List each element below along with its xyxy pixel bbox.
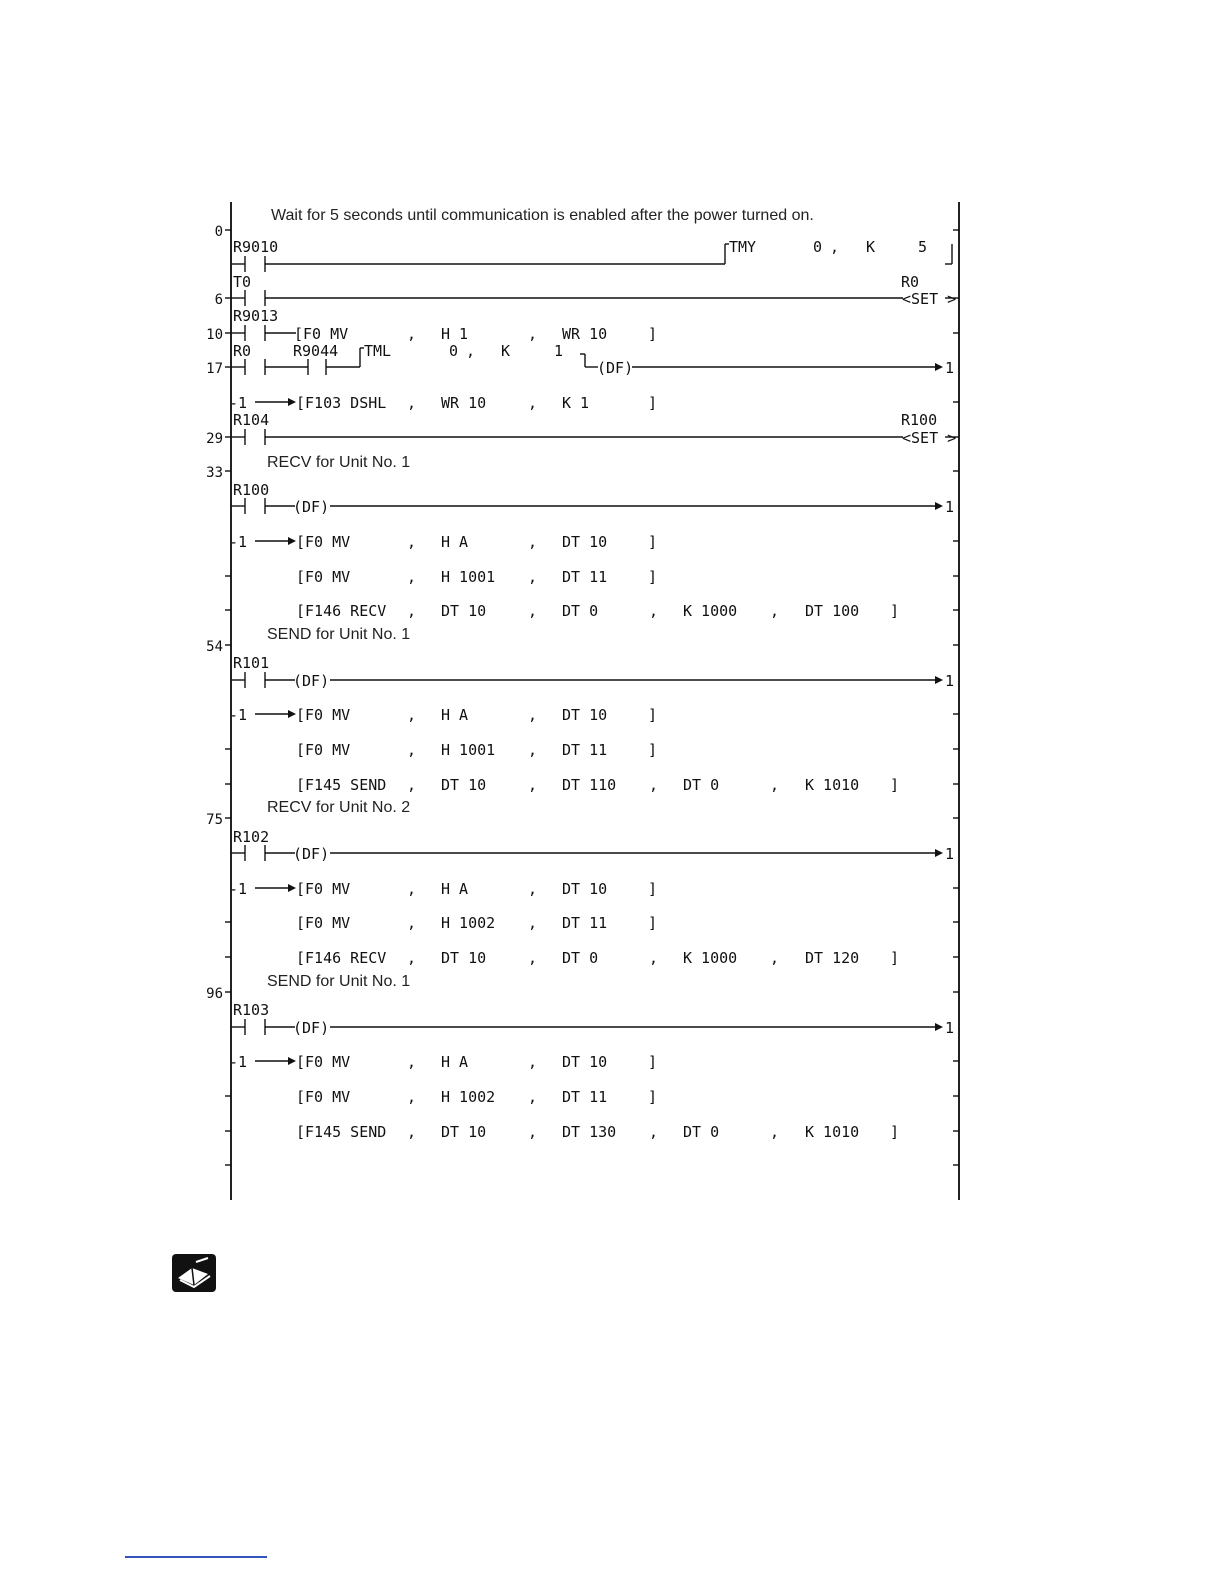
- arrow-icon: [935, 1023, 943, 1031]
- separator: ,: [528, 602, 538, 620]
- step-number: 0: [214, 224, 223, 240]
- contact-label: R104: [233, 411, 270, 429]
- separator: ,: [528, 1053, 538, 1071]
- operand: H A: [441, 880, 469, 898]
- continuation-label: -1: [229, 533, 248, 551]
- operand: H 1001: [441, 741, 496, 759]
- timer-value: 5: [918, 238, 928, 256]
- timer-number: 0: [813, 238, 823, 256]
- operand: DT 10: [562, 706, 608, 724]
- continuation-label: 1: [945, 1019, 955, 1037]
- rail-ticks: [225, 230, 959, 1165]
- timer-value: 1: [554, 342, 564, 360]
- operand: DT 10: [562, 880, 608, 898]
- separator: ,: [649, 776, 659, 794]
- contact-symbol: [231, 325, 296, 341]
- separator: ,: [649, 1123, 659, 1141]
- contact-symbol: [231, 672, 935, 688]
- df-instruction: (DF): [293, 845, 330, 863]
- operand: H 1001: [441, 568, 496, 586]
- separator: ,: [407, 706, 417, 724]
- step-number: 17: [206, 361, 223, 377]
- operand: DT 0: [562, 949, 599, 967]
- instruction: [F0 MV: [296, 741, 351, 759]
- contact-label: R9010: [233, 238, 279, 256]
- contact-label: R0: [233, 342, 252, 360]
- df-instruction: (DF): [293, 1019, 330, 1037]
- separator: ,: [770, 949, 780, 967]
- separator: ,: [528, 880, 538, 898]
- rung-comment: SEND for Unit No. 1: [267, 626, 411, 643]
- timer-instruction: TML: [364, 342, 392, 360]
- operand: DT 120: [805, 949, 860, 967]
- instruction: [F0 MV: [296, 568, 351, 586]
- step-number: 54: [206, 639, 223, 655]
- operand: DT 0: [683, 776, 720, 794]
- operand: K 1000: [683, 949, 738, 967]
- step-number: 75: [206, 812, 223, 828]
- contact-symbol: [231, 290, 959, 306]
- continuation-label: 1: [945, 498, 955, 516]
- contact-label: R100: [233, 481, 270, 499]
- separator: ,: [407, 949, 417, 967]
- continuation-label: -1: [229, 1053, 248, 1071]
- separator: ,: [466, 342, 476, 360]
- instruction: [F0 MV: [296, 1053, 351, 1071]
- arrow-icon: [288, 710, 296, 718]
- df-instruction: (DF): [293, 672, 330, 690]
- coil-label: R100: [901, 411, 938, 429]
- operand: DT 10: [441, 1123, 487, 1141]
- operand: K 1010: [805, 776, 860, 794]
- arrow-icon: [935, 676, 943, 684]
- continuation-label: 1: [945, 359, 955, 377]
- bracket: ]: [648, 394, 658, 412]
- operand: DT 100: [805, 602, 860, 620]
- operand: DT 10: [441, 776, 487, 794]
- instruction: [F146 RECV: [296, 602, 387, 620]
- operand: H A: [441, 1053, 469, 1071]
- bracket: ]: [890, 1123, 900, 1141]
- separator: ,: [407, 1053, 417, 1071]
- separator: ,: [830, 238, 840, 256]
- separator: ,: [407, 880, 417, 898]
- operand: DT 0: [562, 602, 599, 620]
- separator: ,: [407, 533, 417, 551]
- separator: ,: [528, 325, 538, 343]
- instruction: [F0 MV: [294, 325, 349, 343]
- timer-number: 0: [449, 342, 459, 360]
- operand: H A: [441, 533, 469, 551]
- contact-label: R9044: [293, 342, 339, 360]
- continuation-label: -1: [229, 880, 248, 898]
- operand: DT 11: [562, 1088, 608, 1106]
- footer-rule: [125, 1556, 267, 1558]
- rung-comment: SEND for Unit No. 1: [267, 973, 411, 990]
- arrow-icon: [288, 398, 296, 406]
- operand: DT 10: [562, 1053, 608, 1071]
- coil-label: R0: [901, 273, 920, 291]
- operand: WR 10: [562, 325, 608, 343]
- separator: ,: [649, 602, 659, 620]
- step-number: 96: [206, 986, 223, 1002]
- separator: ,: [407, 602, 417, 620]
- timer-k-label: K: [501, 342, 511, 360]
- bracket: ]: [648, 706, 658, 724]
- operand: DT 110: [562, 776, 617, 794]
- bracket: ]: [648, 568, 658, 586]
- operand: DT 10: [562, 533, 608, 551]
- instruction: [F103 DSHL: [296, 394, 387, 412]
- instruction: [F0 MV: [296, 880, 351, 898]
- separator: ,: [770, 602, 780, 620]
- separator: ,: [407, 1088, 417, 1106]
- step-number: 6: [214, 292, 223, 308]
- continuation-label: 1: [945, 845, 955, 863]
- separator: ,: [528, 949, 538, 967]
- separator: ,: [528, 1088, 538, 1106]
- instruction: [F145 SEND: [296, 1123, 387, 1141]
- separator: ,: [528, 776, 538, 794]
- contact-label: R103: [233, 1001, 270, 1019]
- bracket: ]: [648, 1053, 658, 1071]
- operand: DT 130: [562, 1123, 617, 1141]
- operand: DT 10: [441, 949, 487, 967]
- operand: DT 0: [683, 1123, 720, 1141]
- separator: ,: [528, 1123, 538, 1141]
- operand: K 1000: [683, 602, 738, 620]
- instruction: [F145 SEND: [296, 776, 387, 794]
- set-coil: <SET >: [902, 290, 957, 308]
- bracket: ]: [648, 914, 658, 932]
- df-instruction: (DF): [293, 498, 330, 516]
- step-number: 10: [206, 327, 223, 343]
- timer-k-label: K: [866, 238, 876, 256]
- operand: DT 11: [562, 914, 608, 932]
- contact-label: R102: [233, 828, 270, 846]
- step-number: 29: [206, 431, 223, 447]
- set-coil: <SET >: [902, 429, 957, 447]
- rung-comment: RECV for Unit No. 2: [267, 799, 411, 816]
- timer-instruction: TMY: [729, 238, 757, 256]
- bracket: ]: [890, 776, 900, 794]
- separator: ,: [528, 706, 538, 724]
- bracket: ]: [648, 325, 658, 343]
- arrow-icon: [288, 537, 296, 545]
- contact-symbol: [231, 845, 935, 861]
- separator: ,: [528, 394, 538, 412]
- instruction: [F0 MV: [296, 1088, 351, 1106]
- separator: ,: [770, 776, 780, 794]
- contact-symbol: [231, 498, 935, 514]
- contact-symbol: [231, 429, 959, 445]
- instruction: [F0 MV: [296, 533, 351, 551]
- separator: ,: [528, 533, 538, 551]
- operand: K 1: [562, 394, 590, 412]
- instruction: [F146 RECV: [296, 949, 387, 967]
- bracket: ]: [890, 949, 900, 967]
- rung-comment: RECV for Unit No. 1: [267, 454, 411, 471]
- bracket: ]: [648, 880, 658, 898]
- contact-symbol: [231, 1019, 935, 1035]
- bracket: ]: [648, 1088, 658, 1106]
- separator: ,: [407, 394, 417, 412]
- contact-symbol: [231, 244, 952, 272]
- separator: ,: [407, 741, 417, 759]
- continuation-label: -1: [229, 706, 248, 724]
- operand: DT 10: [441, 602, 487, 620]
- arrow-icon: [935, 849, 943, 857]
- operand: H A: [441, 706, 469, 724]
- separator: ,: [407, 325, 417, 343]
- continuation-label: -1: [229, 394, 248, 412]
- operand: WR 10: [441, 394, 487, 412]
- rung-comment: Wait for 5 seconds until communication is enabled after the power turned on.: [271, 207, 814, 224]
- step-number: 33: [206, 465, 223, 481]
- instruction: [F0 MV: [296, 706, 351, 724]
- operand: K 1010: [805, 1123, 860, 1141]
- operand: DT 11: [562, 568, 608, 586]
- df-instruction: (DF): [597, 359, 634, 377]
- note-book-icon: [172, 1254, 216, 1292]
- bracket: ]: [648, 741, 658, 759]
- contact-label: T0: [233, 273, 252, 291]
- arrow-icon: [288, 1057, 296, 1065]
- contact-label: R101: [233, 654, 270, 672]
- operand: DT 11: [562, 741, 608, 759]
- separator: ,: [528, 914, 538, 932]
- operand: H 1002: [441, 1088, 496, 1106]
- separator: ,: [407, 914, 417, 932]
- bracket: ]: [648, 533, 658, 551]
- separator: ,: [528, 568, 538, 586]
- continuation-label: 1: [945, 672, 955, 690]
- separator: ,: [770, 1123, 780, 1141]
- separator: ,: [407, 568, 417, 586]
- operand: H 1: [441, 325, 469, 343]
- separator: ,: [407, 776, 417, 794]
- arrow-icon: [935, 502, 943, 510]
- operand: H 1002: [441, 914, 496, 932]
- arrow-icon: [288, 884, 296, 892]
- instruction: [F0 MV: [296, 914, 351, 932]
- separator: ,: [407, 1123, 417, 1141]
- separator: ,: [649, 949, 659, 967]
- separator: ,: [528, 741, 538, 759]
- bracket: ]: [890, 602, 900, 620]
- arrow-icon: [935, 363, 943, 371]
- contact-label: R9013: [233, 307, 279, 325]
